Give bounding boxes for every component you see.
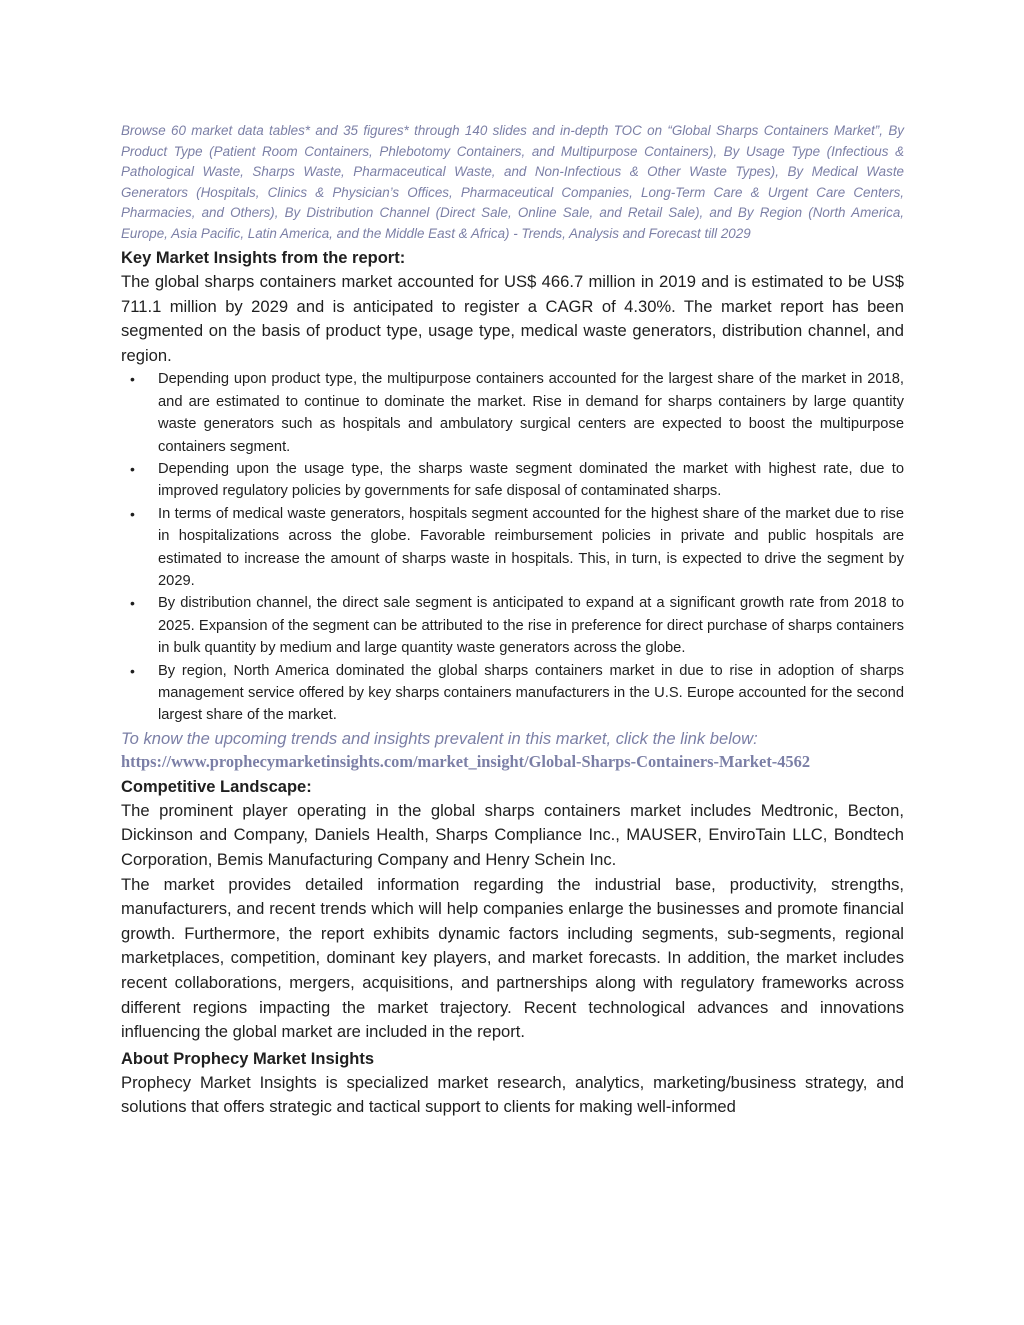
competitive-details: The market provides detailed information regarding the industrial base, productivity, strengths, manufacturers, and recent trends which will help companies enlarge the businesses and promote financial growth. Furthermore, the report exhibits dynamic factors including segments, sub-segments, regional marketplaces, competition, dominant key players, and market forecasts. In addition, the market includes recent collaborations, mergers, acquisitions, and partnerships along with regulatory frameworks across different regions impacting the market trajectory. Recent technological advances and innovations influencing the global market are included in the report. <box>121 874 904 1042</box>
list-item-text: Depending upon the usage type, the sharps waste segment dominated the market with highest rate, due to improved regulatory policies by governments for safe disposal of contaminated sharps. <box>158 461 904 500</box>
report-link[interactable]: https://www.prophecymarketinsights.com/market_insight/Global-Sharps-Containers-Market-4562 <box>121 751 811 771</box>
competitive-players: The prominent player operating in the global sharps containers market includes Medtronic, Becton, Dickinson and Company, Daniels Health, Sharps Compliance Inc., MAUSER, EnviroTain LLC, Bondtech Corporation, Bemis Manufacturing Company and Henry Schein Inc. <box>121 800 904 870</box>
report-link-prompt: To know the upcoming trends and insights prevalent in this market, click the link below: <box>121 728 758 748</box>
bullet-icon: • <box>130 662 135 679</box>
insights-list <box>121 368 904 727</box>
list-item <box>121 368 904 458</box>
list-item-text: By distribution channel, the direct sale segment is anticipated to expand at a significant growth rate from 2018 to 2025. Expansion of the segment can be attributed to the rise in preference for direct purchase of sharps containers in bulk quantity by medium and large quantity waste generators across the globe. <box>158 595 904 657</box>
bullet-icon: • <box>130 505 135 522</box>
competitive-heading: Competitive Landscape: <box>121 777 312 796</box>
bullet-icon: • <box>130 371 135 388</box>
insights-heading: Key Market Insights from the report: <box>121 249 406 267</box>
about-heading: About Prophecy Market Insights <box>121 1049 375 1068</box>
list-item <box>121 458 904 503</box>
market-summary: The global sharps containers market accounted for US$ 466.7 million in 2019 and is estimated to be US$ 711.1 million by 2029 and is anticipated to register a CAGR of 4.30%. The market report has been segmented on the basis of product type, usage type, medical waste generators, distribution channel, and region. <box>121 272 904 365</box>
bullet-icon: • <box>130 461 135 477</box>
about-text: Prophecy Market Insights is specialized market research, analytics, marketing/business strategy, and solutions that offers strategic and tactical support to clients for making well-informed <box>121 1072 904 1117</box>
report-intro: Browse 60 market data tables* and 35 figures* through 140 slides and in-depth TOC on “Global Sharps Containers Market”, By Product Type (Patient Room Containers, Phlebotomy Containers, and Multipurpose Containers), By Usage Type (Infectious & Pathological Waste, Sharps Waste, Pharmaceutical Waste, and Non-Infectious & Other Waste Types), By Medical Waste Generators (Hospitals, Clinics & Physician’s Offices, Pharmaceutical Companies, Long-Term Care & Urgent Care Centers, Pharmacies, and Others), By Distribution Channel (Direct Sale, Online Sale, and Retail Sale), and By Region (North America, Europe, Asia Pacific, Latin America, and the Middle East & Africa) - Trends, Analysis and Forecast till 2029 <box>121 123 904 241</box>
list-item-text: By region, North America dominated the global sharps containers market in due to rise in adoption of sharps management service offered by key sharps containers manufacturers in the U.S. Europe accounted for the second largest share of the market. <box>158 662 904 724</box>
list-item-text: In terms of medical waste generators, hospitals segment accounted for the highest share of the market due to rise in hospitalizations across the globe. Favorable reimbursement policies in private and public hospitals are estimated to increase the amount of sharps waste in hospitals. This, in turn, is expected to drive the segment by 2029. <box>158 505 904 590</box>
document-page <box>121 121 904 1120</box>
bullet-icon: • <box>130 595 135 612</box>
list-item <box>121 592 904 659</box>
list-item <box>121 660 904 727</box>
list-item-text: Depending upon product type, the multipurpose containers accounted for the largest share of the market in 2018, and are estimated to continue to dominate the market. Rise in demand for sharps containers by large quantity waste generators such as hospitals and ambulatory surgical centers are expected to boost the multipurpose containers segment. <box>158 371 904 455</box>
list-item <box>121 503 904 593</box>
